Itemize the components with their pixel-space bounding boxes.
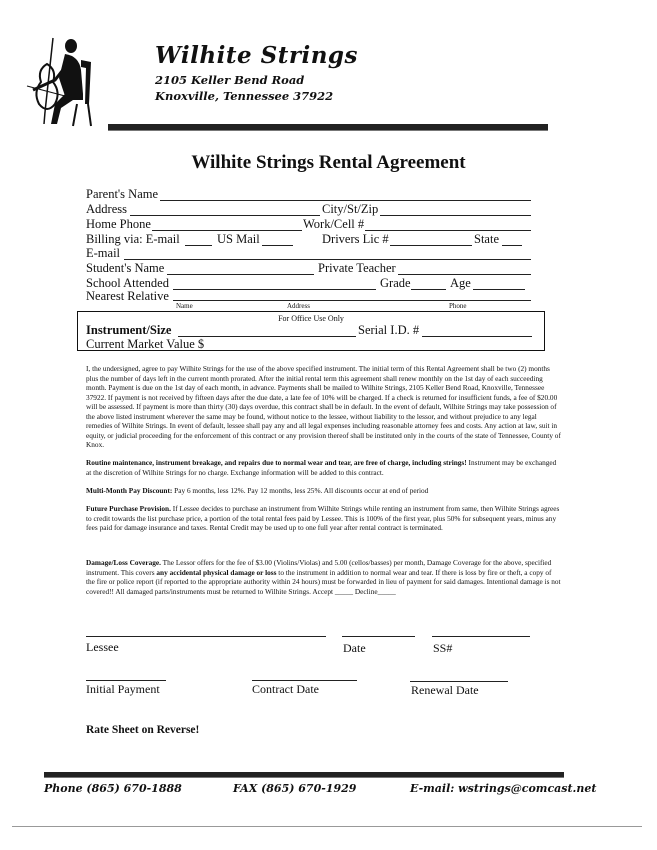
school-attended-label: School Attended — [86, 276, 169, 290]
rate-sheet-note: Rate Sheet on Reverse! — [86, 724, 200, 736]
address-line-2: Knoxville, Tennessee 37922 — [155, 89, 334, 103]
lessee-label: Lessee — [86, 640, 119, 654]
drivers-lic-label: Drivers Lic # — [322, 232, 389, 246]
accept-decline-field[interactable]: _____ Decline_____ — [334, 586, 396, 596]
damage-heading: Damage/Loss Coverage. — [86, 558, 161, 567]
state-line[interactable] — [502, 245, 522, 246]
contract-date-label: Contract Date — [252, 682, 319, 696]
header-rule — [108, 124, 548, 131]
maintenance-heading: Routine maintenance, instrument breakage, and repairs due to normal wear and tear, are free of charge, including strings! — [86, 458, 467, 467]
renewal-date-line[interactable] — [410, 681, 508, 682]
relative-address-sublabel: Address — [287, 302, 310, 310]
initial-payment-label: Initial Payment — [86, 682, 160, 696]
office-use-label: For Office Use Only — [278, 314, 344, 323]
damage-text-1: The Lessor offers for the fee of $3.00 (Violins/Violas) and 5.00 (cellos/basses) per month, Damage Coverage for the above, specified instrument. This covers — [86, 558, 552, 577]
multimonth-text: Pay 6 months, less 12%. Pay 12 months, less 25%. All discounts occur at end of period — [172, 486, 429, 495]
footer-fax: FAX (865) 670-1929 — [233, 782, 357, 795]
private-teacher-line[interactable] — [398, 274, 531, 275]
footer-rule — [44, 772, 564, 778]
relative-name-sublabel: Name — [176, 302, 193, 310]
private-teacher-label: Private Teacher — [318, 261, 396, 275]
home-phone-line[interactable] — [152, 230, 302, 231]
future-purchase-paragraph — [86, 504, 562, 533]
page-bottom-rule — [12, 826, 642, 827]
cellist-logo — [25, 34, 101, 130]
email-label: E-mail — [86, 246, 121, 260]
date-line[interactable] — [342, 636, 415, 637]
company-name: Wilhite Strings — [155, 42, 358, 69]
parents-name-line[interactable] — [160, 200, 531, 201]
state-label: State — [474, 232, 499, 246]
students-name-line[interactable] — [167, 274, 314, 275]
nearest-relative-label: Nearest Relative — [86, 289, 169, 303]
multimonth-paragraph — [86, 486, 562, 496]
school-attended-line[interactable] — [173, 289, 376, 290]
home-phone-label: Home Phone — [86, 217, 151, 231]
students-name-label: Student's Name — [86, 261, 165, 275]
age-line[interactable] — [473, 289, 525, 290]
page-title: Wilhite Strings Rental Agreement — [191, 152, 466, 173]
company-address — [155, 72, 333, 104]
future-purchase-heading: Future Purchase Provision. — [86, 504, 171, 513]
initial-payment-line[interactable] — [86, 680, 166, 681]
terms-intro-2: 1st day of each succeeding month. Payment is due on the 1st day of each month, in advance. Payments shall be mailed to Wilhite Strings, 2105 Keller Bend Road, Knoxville, Tennessee 37922. If payment is not received by fifteen days after the due date, a late fee of 10% will be charged. If a check is returned for insufficient funds, a fee of $20.00 will be assessed. If payment is more than thirty (30) days overdue, this contract shall be in default. In the event of default, Wilhite Strings may take possession of the above listed instrument wherever the same may be found, without notice to the lessee, without liability to the lessor, and without prejudice to any legal remedies of Wilhite Strings. In event of default, lessee shall pay any and all legal expenses including reasonable attorney fees and costs. Any action at law, suit in equity, or judicial proceeding for the enforcement of this contract or any provision thereof shall be instituted only in the courts of the state of Tennessee, County of Knox. — [86, 373, 561, 449]
footer-email: E-mail: wstrings@comcast.net — [410, 782, 597, 795]
grade-line[interactable] — [411, 289, 446, 290]
lessee-signature-line[interactable] — [86, 636, 326, 637]
us-mail-line[interactable] — [262, 245, 293, 246]
parents-name-label: Parent's Name — [86, 187, 159, 201]
us-mail-label: US Mail — [217, 232, 260, 246]
market-value-label: Current Market Value $ — [86, 337, 205, 351]
city-st-zip-label: City/St/Zip — [322, 202, 379, 216]
damage-bold-phrase: any accidental physical damage or loss — [156, 567, 277, 577]
email-line[interactable] — [124, 259, 531, 260]
terms-paragraph — [86, 364, 562, 450]
damage-text-2: to the instrument in addition to normal wear and tear. If there is loss by fire or theft, a copy of the fire or police report (if reported to the appropriate authority within 24 hours) must be forwarded in lieu of payment for said damages. Intentional damage is not covered!! All damaged parts/instruments must be returned to Wilhite Strings. Accept — [86, 567, 561, 596]
instrument-size-label: Instrument/Size — [86, 323, 172, 337]
future-purchase-text: If Lessee decides to purchase an instrument from Wilhite Strings while renting an instrument from same, then Wilhite Strings agrees to credit towards the list purchase price, a portion of the total rental fees paid by Lessee. This is 100% of the first year, plus 50% for subsequent years, minus any fees paid for damage insurance and taxes. Rental Credit may be used up to one full year after rental contract is terminated. — [86, 504, 560, 532]
grade-label: Grade — [380, 276, 411, 290]
serial-id-line[interactable] — [422, 336, 532, 337]
instrument-size-line[interactable] — [178, 336, 356, 337]
address-line[interactable] — [130, 215, 320, 216]
date-label: Date — [343, 641, 366, 655]
billing-email-label: Billing via: E-mail — [86, 232, 180, 246]
contract-date-line[interactable] — [252, 680, 357, 681]
serial-id-label: Serial I.D. # — [358, 323, 420, 337]
billing-email-line[interactable] — [185, 245, 212, 246]
address-label: Address — [86, 202, 127, 216]
footer-phone: Phone (865) 670-1888 — [44, 782, 182, 795]
renewal-date-label: Renewal Date — [411, 683, 479, 697]
nearest-relative-line[interactable] — [173, 300, 531, 301]
address-line-1: 2105 Keller Bend Road — [155, 73, 305, 87]
age-label: Age — [450, 276, 471, 290]
damage-paragraph — [86, 558, 562, 596]
drivers-lic-line[interactable] — [390, 245, 472, 246]
relative-phone-sublabel: Phone — [449, 302, 467, 310]
multimonth-heading: Multi-Month Pay Discount: — [86, 486, 173, 495]
terms-intro-1: I, the undersigned, agree to pay Wilhite Strings for the use of the above specified instrument. The initial term of this Rental Agreement shall be two (2) months plus the number of days left in the current month prorated. After the initial rental term this agreement shall renew monthly on the — [86, 364, 550, 383]
work-cell-label: Work/Cell # — [303, 217, 365, 231]
maintenance-text: Instrument may be exchanged at the discretion of Wilhite Strings for no charge. Exchange information will be added to this contract. — [86, 458, 557, 477]
ssn-label: SS# — [433, 641, 453, 655]
maintenance-paragraph — [86, 458, 562, 477]
work-cell-line[interactable] — [365, 230, 531, 231]
ssn-line[interactable] — [432, 636, 530, 637]
city-st-zip-line[interactable] — [380, 215, 531, 216]
